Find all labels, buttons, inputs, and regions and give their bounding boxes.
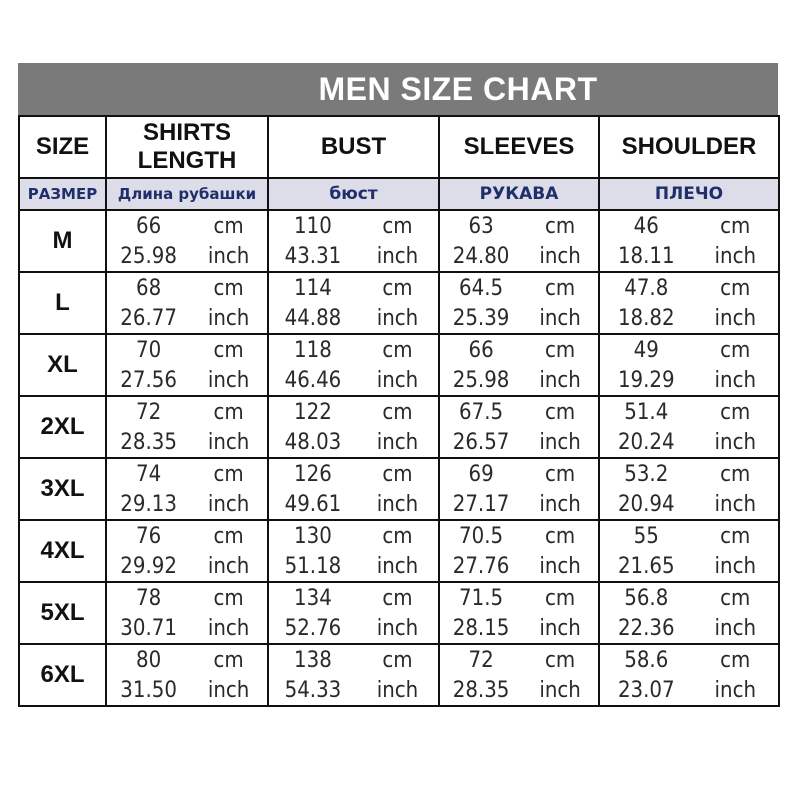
shoulder-cm-value: 58.6 [624, 647, 669, 673]
shirts-length-cm-value: 80 [136, 647, 162, 673]
shirts-length-cm-value: 68 [136, 275, 162, 301]
bust-cm-value: 134 [294, 585, 332, 611]
inch-unit: inch [539, 305, 581, 331]
sleeves-cm-value: 66 [468, 337, 494, 363]
shoulder-cm-value: 56.8 [624, 585, 669, 611]
inch-unit: inch [539, 491, 581, 517]
sleeves-cm-value: 63 [468, 213, 494, 239]
shirts-length-cm-value: 66 [136, 213, 162, 239]
inch-unit: inch [539, 553, 581, 579]
inch-unit: inch [207, 677, 250, 703]
shirts-length-cell [106, 644, 268, 706]
shirts-length-inch-value: 29.13 [120, 491, 177, 517]
inch-unit: inch [714, 615, 756, 641]
sleeves-inch-value: 28.35 [452, 677, 510, 703]
cm-unit: cm [544, 647, 576, 673]
inch-unit: inch [207, 491, 250, 517]
sleeves-inch-value: 25.39 [452, 305, 510, 331]
cm-unit: cm [213, 213, 244, 239]
shoulder-inch-value: 20.94 [617, 491, 675, 517]
bust-cell [268, 582, 439, 644]
subheader-row [19, 178, 779, 210]
shoulder-inch-value: 22.36 [617, 615, 675, 641]
sleeves-cm-value: 67.5 [459, 399, 504, 425]
inch-unit: inch [376, 615, 419, 641]
shirts-length-cell [106, 272, 268, 334]
shoulder-inch-value: 18.11 [617, 243, 675, 269]
table-row [19, 458, 779, 520]
sleeves-cell [439, 458, 599, 520]
inch-unit: inch [714, 491, 756, 517]
chart-title: MEN SIZE CHART [318, 70, 598, 107]
inch-unit: inch [539, 615, 581, 641]
inch-unit: inch [714, 677, 756, 703]
subheader-bust: бюст [268, 178, 439, 210]
sleeves-cell [439, 582, 599, 644]
shoulder-cm-value: 53.2 [624, 461, 669, 487]
shirts-length-cell [106, 458, 268, 520]
shirts-length-inch-value: 26.77 [120, 305, 177, 331]
cm-unit: cm [544, 399, 576, 425]
bust-cell [268, 458, 439, 520]
shoulder-cell [599, 458, 779, 520]
sleeves-cell [439, 210, 599, 272]
inch-unit: inch [714, 429, 756, 455]
cm-unit: cm [720, 213, 751, 239]
bust-cm-value: 118 [294, 337, 332, 363]
inch-unit: inch [376, 243, 419, 269]
bust-cm-value: 122 [294, 399, 332, 425]
inch-unit: inch [714, 243, 756, 269]
shirts-length-cell [106, 210, 268, 272]
cm-unit: cm [213, 461, 244, 487]
cm-unit: cm [720, 337, 751, 363]
size-cell: 2XL [19, 396, 106, 458]
shirts-length-inch-value: 28.35 [120, 429, 177, 455]
cm-unit: cm [213, 647, 244, 673]
cm-unit: cm [544, 337, 576, 363]
shoulder-inch-value: 19.29 [617, 367, 675, 393]
inch-unit: inch [207, 305, 250, 331]
bust-cell [268, 210, 439, 272]
size-cell: 3XL [19, 458, 106, 520]
bust-cell [268, 644, 439, 706]
inch-unit: inch [376, 367, 419, 393]
header-sleeves: SLEEVES [439, 116, 599, 178]
header-size: SIZE [19, 116, 106, 178]
sleeves-cell [439, 272, 599, 334]
shoulder-cell [599, 334, 779, 396]
bust-cell [268, 272, 439, 334]
subheader-sleeves: РУКАВА [439, 178, 599, 210]
sleeves-inch-value: 27.17 [452, 491, 510, 517]
cm-unit: cm [213, 337, 244, 363]
inch-unit: inch [714, 553, 756, 579]
bust-cm-value: 138 [294, 647, 332, 673]
shoulder-cell [599, 520, 779, 582]
shirts-length-inch-value: 31.50 [120, 677, 177, 703]
shirts-length-cm-value: 70 [136, 337, 162, 363]
cm-unit: cm [720, 585, 751, 611]
sleeves-cm-value: 71.5 [459, 585, 504, 611]
table-row [19, 210, 779, 272]
shoulder-cell [599, 582, 779, 644]
shoulder-inch-value: 18.82 [617, 305, 675, 331]
shirts-length-inch-value: 30.71 [120, 615, 177, 641]
table-row [19, 272, 779, 334]
shoulder-inch-value: 20.24 [617, 429, 675, 455]
shirts-length-cell [106, 334, 268, 396]
size-table [18, 115, 780, 707]
size-cell: 4XL [19, 520, 106, 582]
sleeves-cm-value: 72 [468, 647, 494, 673]
table-row [19, 396, 779, 458]
header-row [19, 116, 779, 178]
cm-unit: cm [720, 275, 751, 301]
cm-unit: cm [382, 399, 413, 425]
bust-cell [268, 334, 439, 396]
bust-inch-value: 46.46 [284, 367, 342, 393]
shoulder-cm-value: 46 [633, 213, 659, 239]
cm-unit: cm [213, 275, 244, 301]
sleeves-cm-value: 70.5 [459, 523, 504, 549]
inch-unit: inch [207, 553, 250, 579]
inch-unit: inch [376, 677, 419, 703]
shirts-length-cm-value: 72 [136, 399, 162, 425]
header-bust: BUST [268, 116, 439, 178]
header-shirts-length: SHIRTS LENGTH [106, 116, 268, 178]
subheader-shoulder: ПЛЕЧО [599, 178, 779, 210]
cm-unit: cm [382, 647, 413, 673]
header-shoulder: SHOULDER [599, 116, 779, 178]
inch-unit: inch [539, 367, 581, 393]
cm-unit: cm [720, 647, 751, 673]
cm-unit: cm [213, 523, 244, 549]
title-bar [18, 63, 778, 115]
sleeves-cm-value: 69 [468, 461, 494, 487]
shirts-length-inch-value: 25.98 [120, 243, 177, 269]
bust-cm-value: 114 [294, 275, 332, 301]
cm-unit: cm [544, 523, 576, 549]
inch-unit: inch [376, 429, 419, 455]
sleeves-inch-value: 28.15 [452, 615, 510, 641]
cm-unit: cm [544, 461, 576, 487]
cm-unit: cm [720, 399, 751, 425]
inch-unit: inch [207, 367, 250, 393]
table-row [19, 582, 779, 644]
subheader-shirts-length: Длина рубашки [106, 178, 268, 210]
inch-unit: inch [714, 367, 756, 393]
cm-unit: cm [213, 399, 244, 425]
cm-unit: cm [720, 523, 751, 549]
cm-unit: cm [382, 461, 413, 487]
size-cell: M [19, 210, 106, 272]
bust-cm-value: 126 [294, 461, 332, 487]
sleeves-cell [439, 644, 599, 706]
bust-inch-value: 44.88 [284, 305, 342, 331]
bust-inch-value: 49.61 [284, 491, 342, 517]
bust-inch-value: 52.76 [284, 615, 342, 641]
shirts-length-cm-value: 78 [136, 585, 162, 611]
inch-unit: inch [714, 305, 756, 331]
bust-inch-value: 48.03 [284, 429, 342, 455]
size-cell: L [19, 272, 106, 334]
table-row [19, 334, 779, 396]
shoulder-inch-value: 23.07 [617, 677, 675, 703]
cm-unit: cm [382, 213, 413, 239]
shoulder-cm-value: 55 [633, 523, 659, 549]
size-cell: XL [19, 334, 106, 396]
shoulder-cm-value: 47.8 [624, 275, 669, 301]
subheader-size: РАЗМЕР [19, 178, 106, 210]
cm-unit: cm [382, 275, 413, 301]
cm-unit: cm [544, 213, 576, 239]
shirts-length-cm-value: 76 [136, 523, 162, 549]
size-chart [18, 63, 778, 707]
inch-unit: inch [376, 553, 419, 579]
size-cell: 6XL [19, 644, 106, 706]
shoulder-cell [599, 396, 779, 458]
shirts-length-inch-value: 29.92 [120, 553, 177, 579]
shoulder-cell [599, 210, 779, 272]
bust-cell [268, 520, 439, 582]
inch-unit: inch [539, 429, 581, 455]
shoulder-cm-value: 49 [633, 337, 659, 363]
inch-unit: inch [376, 491, 419, 517]
shirts-length-cm-value: 74 [136, 461, 162, 487]
shoulder-cell [599, 644, 779, 706]
bust-inch-value: 43.31 [284, 243, 342, 269]
bust-cm-value: 130 [294, 523, 332, 549]
sleeves-cell [439, 396, 599, 458]
shoulder-cm-value: 51.4 [624, 399, 669, 425]
sleeves-cell [439, 334, 599, 396]
sleeves-inch-value: 25.98 [452, 367, 510, 393]
cm-unit: cm [544, 585, 576, 611]
bust-cell [268, 396, 439, 458]
cm-unit: cm [720, 461, 751, 487]
inch-unit: inch [207, 243, 250, 269]
cm-unit: cm [382, 523, 413, 549]
bust-inch-value: 51.18 [284, 553, 342, 579]
bust-inch-value: 54.33 [284, 677, 342, 703]
sleeves-inch-value: 27.76 [452, 553, 510, 579]
cm-unit: cm [382, 337, 413, 363]
inch-unit: inch [539, 677, 581, 703]
inch-unit: inch [539, 243, 581, 269]
table-row [19, 644, 779, 706]
sleeves-inch-value: 24.80 [452, 243, 510, 269]
inch-unit: inch [376, 305, 419, 331]
shirts-length-cell [106, 396, 268, 458]
shoulder-cell [599, 272, 779, 334]
bust-cm-value: 110 [294, 213, 332, 239]
sleeves-cm-value: 64.5 [459, 275, 504, 301]
cm-unit: cm [213, 585, 244, 611]
table-row [19, 520, 779, 582]
shirts-length-cell [106, 582, 268, 644]
inch-unit: inch [207, 615, 250, 641]
cm-unit: cm [544, 275, 576, 301]
shoulder-inch-value: 21.65 [617, 553, 675, 579]
shirts-length-cell [106, 520, 268, 582]
cm-unit: cm [382, 585, 413, 611]
inch-unit: inch [207, 429, 250, 455]
shirts-length-inch-value: 27.56 [120, 367, 177, 393]
sleeves-inch-value: 26.57 [452, 429, 510, 455]
sleeves-cell [439, 520, 599, 582]
size-cell: 5XL [19, 582, 106, 644]
